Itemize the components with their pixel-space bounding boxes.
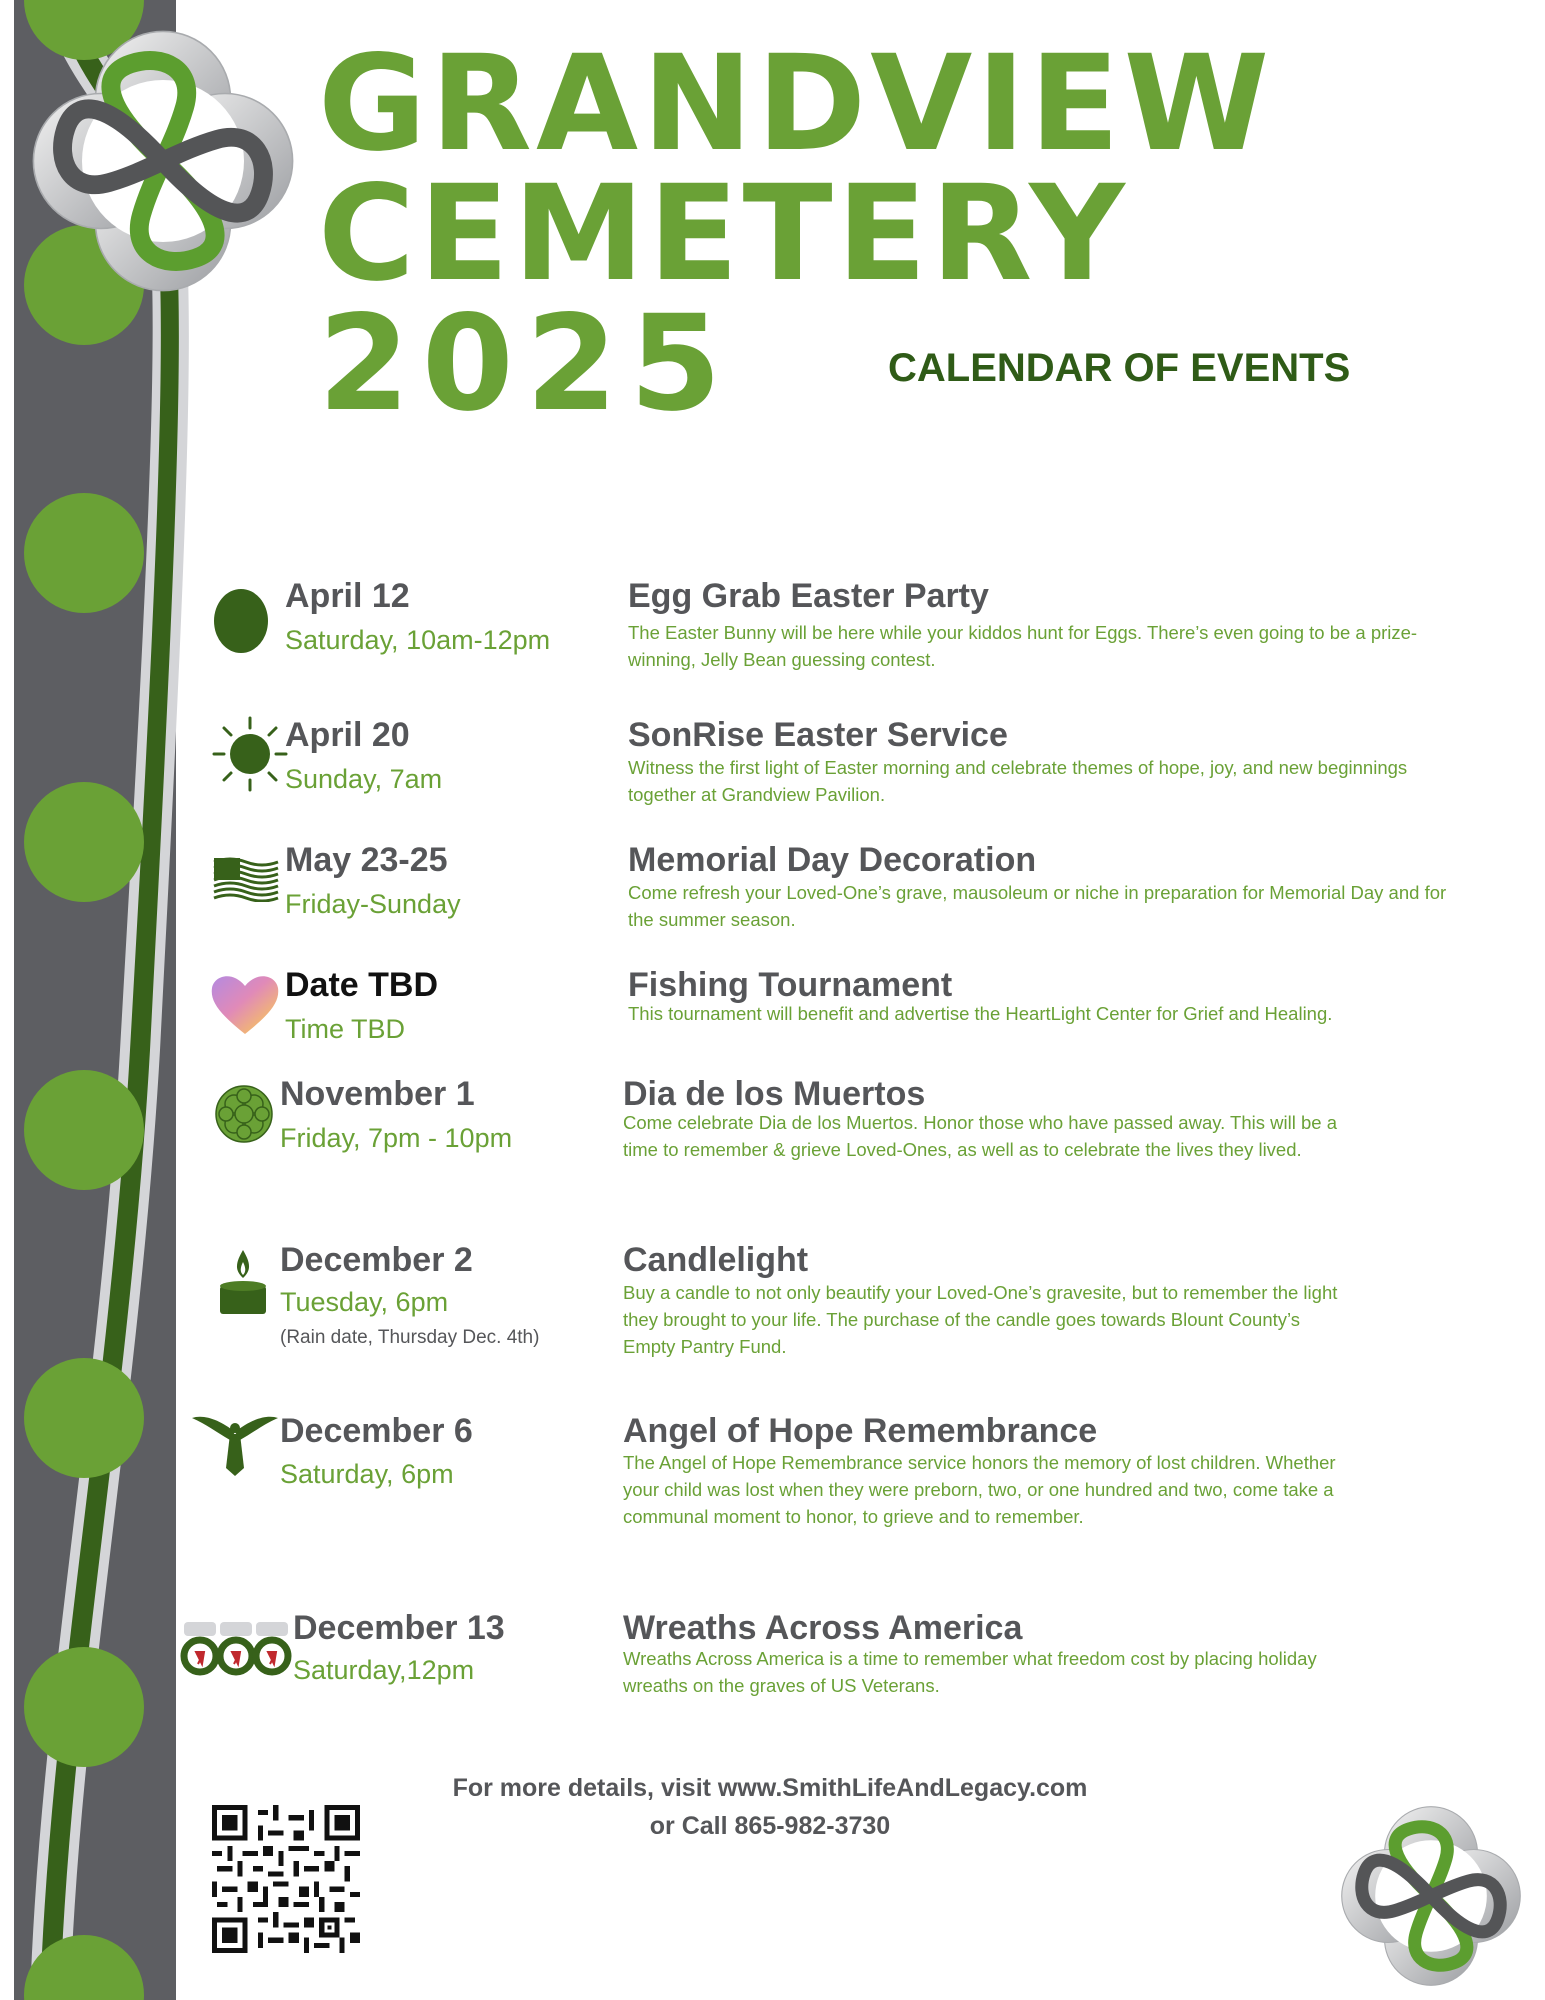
event-description: Come celebrate Dia de los Muertos. Honor those who have passed away. This will be a time to remember & grieve Loved-Ones, as well as to celebrate the lives they lived. [623, 1112, 1337, 1160]
event-description: Buy a candle to not only beautify your Loved-One’s gravesite, but to remember the light they brought to your life. The purchase of the candle goes towards Blount County’s Empty Pantry Fund. [623, 1282, 1338, 1357]
event-time: Saturday,12pm [293, 1655, 475, 1685]
event-description: The Easter Bunny will be here while your kiddos hunt for Eggs. There’s even going to be a prize-winning, Jelly Bean guessing contest. [628, 622, 1418, 670]
event-time: Sunday, 7am [285, 764, 443, 794]
event-date: Date TBD [285, 966, 439, 1004]
sidebar-dot [24, 493, 144, 613]
sidebar-dot [24, 782, 144, 902]
event-date: December 6 [280, 1412, 473, 1450]
event-time: Tuesday, 6pm [280, 1287, 449, 1317]
sidebar-dot [24, 1647, 144, 1767]
logo-icon [28, 26, 298, 296]
watercolor-heart-icon [210, 970, 280, 1036]
wreaths-icon [180, 1620, 292, 1676]
egg-icon [212, 584, 270, 654]
footer-phone: or Call 865-982-3730 [649, 1812, 891, 1840]
event-time: Friday-Sunday [285, 889, 461, 919]
event-time: Time TBD [285, 1014, 406, 1044]
event-time: Friday, 7pm - 10pm [280, 1123, 513, 1153]
title-line-3: 2025 [318, 287, 734, 441]
event-time: Saturday, 6pm [280, 1459, 454, 1489]
event-description: This tournament will benefit and advertise the HeartLight Center for Grief and Healing. [628, 1003, 1333, 1024]
event-description: Come refresh your Loved-One’s grave, mausoleum or niche in preparation for Memorial Day and for the summer season. [628, 882, 1447, 930]
qr-code[interactable] [212, 1805, 360, 1953]
event-description: Wreaths Across America is a time to remember what freedom cost by placing holiday wreaths on the graves of US Veterans. [623, 1648, 1317, 1696]
footer-website: For more details, visit www.SmithLifeAndLegacy.com [452, 1774, 1088, 1802]
event-title: Memorial Day Decoration [628, 841, 1037, 879]
angel-icon [190, 1412, 280, 1478]
event-description: Witness the first light of Easter morning and celebrate themes of hope, joy, and new beginnings together at Grandview Pavilion. [628, 757, 1408, 805]
marigold-icon [212, 1082, 276, 1146]
event-date: November 1 [280, 1075, 475, 1113]
event-date: December 13 [293, 1609, 505, 1647]
event-title: Egg Grab Easter Party [628, 577, 989, 615]
event-date: April 20 [285, 716, 410, 754]
calendar-subtitle: CALENDAR OF EVENTS [888, 346, 1351, 390]
event-date: December 2 [280, 1241, 473, 1279]
logo-icon [1338, 1803, 1524, 1989]
sidebar-decoration [0, 0, 200, 2000]
sun-icon [212, 716, 288, 792]
event-title: Fishing Tournament [628, 966, 953, 1004]
event-title: Candlelight [623, 1241, 809, 1279]
event-date: May 23-25 [285, 841, 448, 879]
event-title: Wreaths Across America [623, 1609, 1023, 1647]
sidebar-dot [24, 1358, 144, 1478]
event-title: Angel of Hope Remembrance [623, 1412, 1098, 1450]
event-title: SonRise Easter Service [628, 716, 1008, 754]
candle-icon [218, 1248, 268, 1318]
event-title: Dia de los Muertos [623, 1075, 926, 1113]
event-date: April 12 [285, 577, 410, 615]
title-line-2: CEMETERY [318, 157, 1129, 311]
sidebar-dot [24, 1070, 144, 1190]
event-description: The Angel of Hope Remembrance service honors the memory of lost children. Whether your child was lost when they were preborn, two, or one hundred and two, come take a communal moment to honor, to grieve and to remember. [623, 1452, 1336, 1527]
title-line-1: GRANDVIEW [318, 27, 1274, 181]
event-note: (Rain date, Thursday Dec. 4th) [280, 1327, 540, 1348]
event-time: Saturday, 10am-12pm [285, 625, 551, 655]
flag-icon [212, 856, 280, 902]
